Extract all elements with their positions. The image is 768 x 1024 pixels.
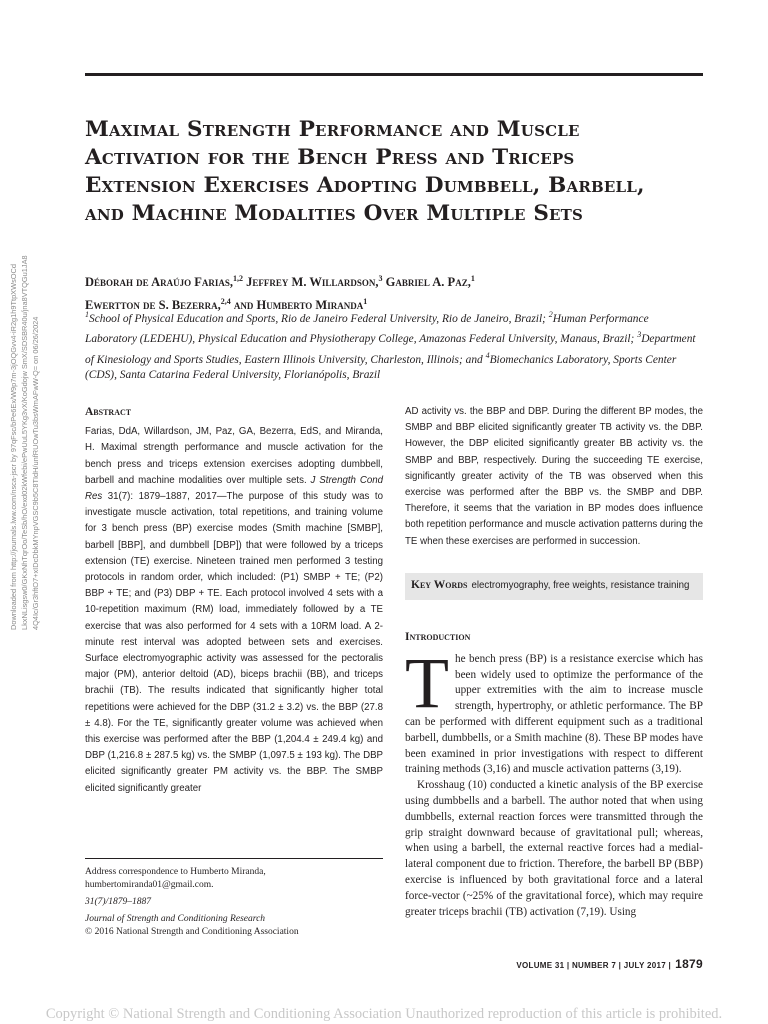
abstract-heading: Abstract bbox=[85, 406, 132, 418]
footnotes bbox=[85, 866, 383, 943]
author-affil-marker: 1 bbox=[470, 274, 475, 283]
intro-paragraph bbox=[405, 642, 703, 778]
issue-info: VOLUME 31 | NUMBER 7 | JULY 2017 | bbox=[516, 961, 672, 970]
download-notice bbox=[8, 30, 41, 630]
author-name: and Humberto Miranda bbox=[230, 298, 364, 313]
journal-name: J Strength Cond Res bbox=[85, 474, 383, 503]
affil-marker: 3 bbox=[637, 330, 642, 340]
keywords-box bbox=[405, 573, 703, 600]
intro-paragraph: Krosshaug (10) conducted a kinetic analysis of the BP exercise using dumbbells and a barbell. The author noted that when using dumbbells, external reaction forces were transmitted through the grip straight downward because of gravitational pull; whereas, when using a barbell, the external reactive forces had a medial-lateral component due to friction. Therefore, the barbell BP (BBP) exercise is influenced by both gravitational force and a lateral force-vector (~25% of the gravitational force), which may require greater triceps brachii (TB) activation (7,19). Using bbox=[405, 779, 703, 918]
abstract-text: 31(7): 1879–1887, 2017—The purpose of this study was to investigate muscle activation, total repetitions, and training volume for 3 bench press (BP) exercise modes (Smith machine [SMBP], barbell [BBP], and dumbbell [DBP]) that were followed by a triceps extension (TE) exercise. Nineteen trained men performed 3 testing protocols in random order, which included: (P1) SMBP + TE; (P2) BBP + TE; and (P3) DBP + TE. Each protocol involved 4 sets with a 10-repetition maximum (RM) load, immediately followed by a TE exercise that was also performed for 4 sets with a 10RM load. A 2-minute rest interval was adopted between sets and exercises. Surface electromyographic activity was assessed for the pectoralis major (PM), anterior deltoid (AD), biceps brachii (BB), and triceps brachii (TB). The results indicated that significantly higher total repetitions were achieved for the DBP (31.2 ± 3.2) vs. the BBP (27.8 ± 4.8). For the TE, significantly greater volume was achieved when this exercise was performed after the BBP (1,204.4 ± 249.4 kg) and DBP (1,216.8 ± 287.5 kg) vs. the SMBP (1,097.5 ± 193 kg). The DBP elicited significantly greater PM activity vs. the BBP. The SMBP elicited significantly greater bbox=[85, 491, 383, 794]
affiliation: Human Performance Laboratory (LEDEHU), Physical Education and Physiotherapy College, Amazonas Federal University, Manaus, Brazil; bbox=[85, 312, 649, 346]
abstract-section bbox=[85, 404, 383, 797]
affiliation: School of Physical Education and Sports, Rio de Janeiro Federal University, Rio de Janeiro, Brazil; bbox=[89, 312, 549, 325]
affil-marker: 2 bbox=[548, 310, 553, 319]
author-line bbox=[85, 269, 695, 292]
download-notice-line: 4Q4Ic/Gr3hftO7+xIDcDbkMYnpVGSC9b5C8TIdH/unfRUOwTu3bsWmAFwW-Q= on 06/26/2024 bbox=[31, 316, 40, 630]
abstract-text: AD activity vs. the BBP and DBP. During the different BP modes, the SMBP and BBP elicited significantly greater TB activity vs. the DBP. However, the DBP elicited significantly greater BB activity vs. the SMBP and BBP, respectively. During the succeeding TE exercise, significantly greater activity of the TB was observed when this exercise was performed after the BBP vs. the SMBP and DBP. Therefore, it seems that the variation in BP modes does influence both repetition performance and muscle activation patterns during the TE when these exercises are performed in succession. bbox=[405, 406, 703, 547]
abstract-continued bbox=[405, 404, 703, 550]
author-name: Gabriel A. Paz, bbox=[382, 275, 471, 290]
author-affil-marker: 3 bbox=[378, 274, 383, 283]
author-affil-marker: 1 bbox=[363, 297, 368, 307]
keywords-heading: Key Words bbox=[411, 579, 468, 591]
author-affil-marker: 1,2 bbox=[233, 274, 244, 283]
affil-marker: 1 bbox=[85, 310, 89, 319]
author-name: Ewertton de S. Bezerra, bbox=[85, 298, 221, 313]
correspondence-address: Address correspondence to Humberto Miranda, humbertomiranda01@gmail.com. bbox=[85, 867, 266, 890]
page-folio bbox=[516, 957, 703, 971]
page-number: 1879 bbox=[675, 957, 703, 971]
affil-marker: 4 bbox=[485, 350, 490, 360]
introduction-heading: Introduction bbox=[405, 631, 471, 643]
journal-title: Journal of Strength and Conditioning Research bbox=[85, 914, 266, 924]
download-notice-line: Downloaded from http://journals.lww.com/nsca-jscr by 97qFsc/bPe6Ex/W9p7m-3jOQGvv4-iR2g1h9TtpXWsOCd bbox=[9, 264, 18, 630]
introduction-section bbox=[405, 630, 703, 920]
copyright-watermark: Copyright © National Strength and Conditioning Association Unauthorized reproduction of this article is prohibited. bbox=[45, 1006, 723, 1022]
affiliations bbox=[85, 307, 700, 384]
top-rule bbox=[85, 73, 703, 76]
author-name: Déborah de Araújo Farias, bbox=[85, 275, 234, 290]
download-notice-line: LkxNLisgsw0/GKxNhTqrOo/TeSb/hO/exd02kWfebi/ePwUuL5YKg3vX/KoGdojw SmX/SDSBR40u/jna8VTQGu1JA8 bbox=[20, 255, 29, 630]
footnote-rule bbox=[85, 858, 383, 859]
author-affil-marker: 2,4 bbox=[220, 297, 231, 307]
intro-text: he bench press (BP) is a resistance exercise which has been widely used to optimize the performance of the upper extremities with the aim to increase muscle strength, hypertrophy, or athletic performance. The BP can be performed with different equipment such as a traditional barbell, dumbbells, or a Smith machine (8). These BP modes have been examined in prior investigations with respect to different training methods (3,16) and muscle activation patterns (3,19). bbox=[405, 652, 703, 776]
abstract-body bbox=[85, 424, 383, 797]
copyright-line: © 2016 National Strength and Conditioning Association bbox=[85, 927, 299, 937]
article-title: Maximal Strength Performance and Muscle Activation for the Bench Press and Triceps Extension Exercises Adopting Dumbbell, Barbell, and Machine Modalities Over Multiple Sets bbox=[85, 117, 645, 226]
affiliation: Department of Kinesiology and Sports Studies, Eastern Illinois University, Charleston, Illinois; and bbox=[85, 333, 696, 366]
drop-cap: T bbox=[405, 642, 449, 723]
author-name: Jeffrey M. Willardson, bbox=[243, 275, 379, 290]
volume-pages: 31(7)/1879–1887 bbox=[85, 897, 151, 907]
affiliation: Biomechanics Laboratory, Sports Center (CDS), Santa Catarina Federal University, Florianópolis, Brazil bbox=[85, 353, 677, 382]
abstract-text: Farias, DdA, Willardson, JM, Paz, GA, Bezerra, EdS, and Miranda, H. Maximal strength performance and muscle activation for the bench press and triceps extension exercises adopting dumbbell, barbell and machine modalities over multiple sets. bbox=[85, 426, 383, 486]
keywords-text: electromyography, free weights, resistance training bbox=[471, 580, 690, 591]
